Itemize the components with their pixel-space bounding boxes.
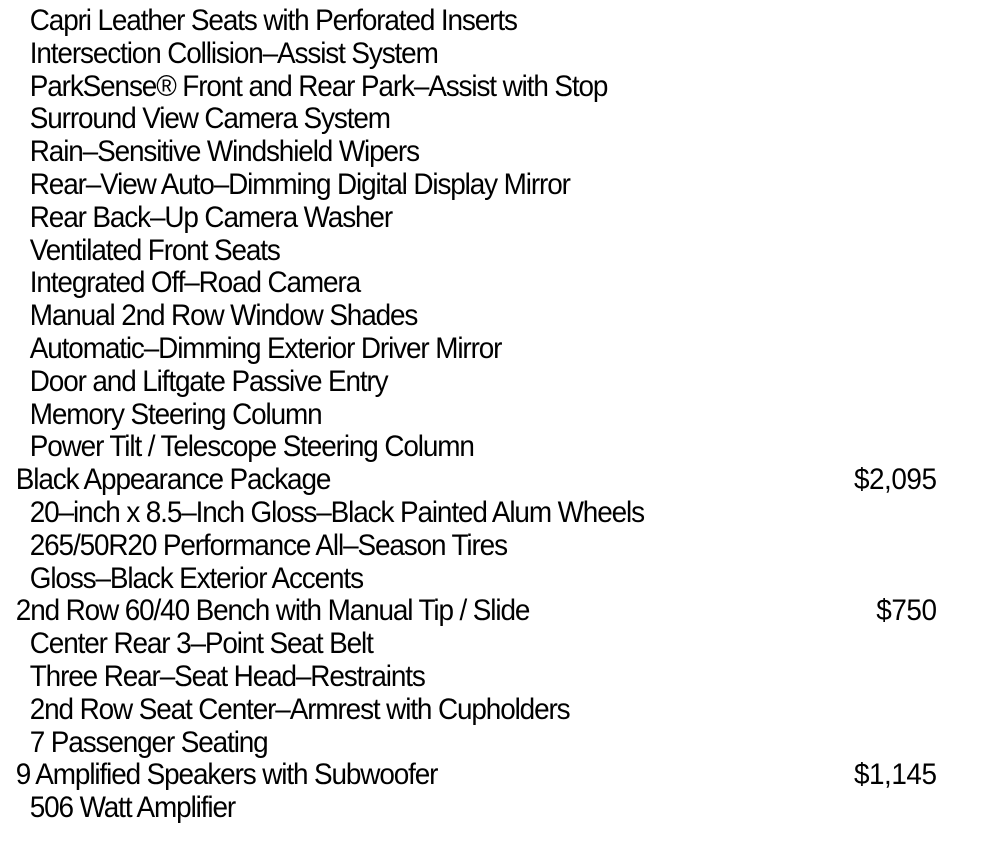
feature-name: 265/50R20 Performance All–Season Tires (29, 528, 507, 562)
option-feature-row (0, 333, 1000, 366)
feature-name: Rain–Sensitive Windshield Wipers (29, 135, 419, 169)
feature-name: Intersection Collision–Assist System (29, 36, 438, 70)
feature-name: ParkSense® Front and Rear Park–Assist with Stop (29, 69, 608, 103)
option-feature-row (0, 628, 1000, 661)
option-feature-row (0, 300, 1000, 333)
feature-name: 506 Watt Amplifier (29, 791, 236, 825)
feature-name: 7 Passenger Seating (29, 725, 268, 759)
feature-name: Integrated Off–Road Camera (29, 266, 361, 300)
package-name: Black Appearance Package (15, 463, 331, 497)
package-price: $2,095 (853, 463, 937, 497)
option-feature-row (0, 792, 1000, 825)
option-feature-row (0, 136, 1000, 169)
feature-name: Three Rear–Seat Head–Restraints (29, 659, 425, 693)
option-feature-row (0, 267, 1000, 300)
feature-name: 2nd Row Seat Center–Armrest with Cupholders (29, 692, 570, 726)
option-feature-row (0, 169, 1000, 202)
feature-name: Rear–View Auto–Dimming Digital Display Mirror (29, 167, 570, 201)
option-package-row (0, 759, 1000, 792)
feature-name: Automatic–Dimming Exterior Driver Mirror (29, 331, 502, 365)
option-feature-row (0, 202, 1000, 235)
option-feature-row (0, 530, 1000, 563)
feature-name: 20–inch x 8.5–Inch Gloss–Black Painted Alum Wheels (29, 495, 644, 529)
option-feature-row (0, 497, 1000, 530)
option-feature-row (0, 727, 1000, 760)
option-feature-row (0, 431, 1000, 464)
option-feature-row (0, 661, 1000, 694)
option-feature-row (0, 399, 1000, 432)
option-feature-row (0, 38, 1000, 71)
package-name: 9 Amplified Speakers with Subwoofer (15, 758, 438, 792)
option-package-row (0, 464, 1000, 497)
feature-name: Capri Leather Seats with Perforated Inserts (29, 4, 517, 37)
feature-name: Manual 2nd Row Window Shades (29, 299, 418, 333)
feature-name: Ventilated Front Seats (29, 233, 280, 267)
option-feature-row (0, 5, 1000, 38)
window-sticker-options-list (0, 5, 1000, 835)
feature-name: Rear Back–Up Camera Washer (29, 200, 393, 234)
option-feature-row (0, 71, 1000, 104)
option-feature-row (0, 235, 1000, 268)
feature-name: Center Rear 3–Point Seat Belt (29, 627, 373, 661)
option-feature-row (0, 694, 1000, 727)
package-price: $750 (876, 594, 937, 628)
feature-name: Power Tilt / Telescope Steering Column (29, 430, 474, 464)
package-price: $1,145 (853, 758, 937, 792)
feature-name: Memory Steering Column (29, 397, 322, 431)
feature-name: Gloss–Black Exterior Accents (29, 561, 363, 595)
feature-name: Surround View Camera System (29, 102, 390, 136)
option-feature-row (0, 103, 1000, 136)
package-name: 2nd Row 60/40 Bench with Manual Tip / Slide (15, 594, 530, 628)
option-feature-row (0, 563, 1000, 596)
option-package-row (0, 595, 1000, 628)
feature-name: Door and Liftgate Passive Entry (29, 364, 388, 398)
option-feature-row (0, 366, 1000, 399)
